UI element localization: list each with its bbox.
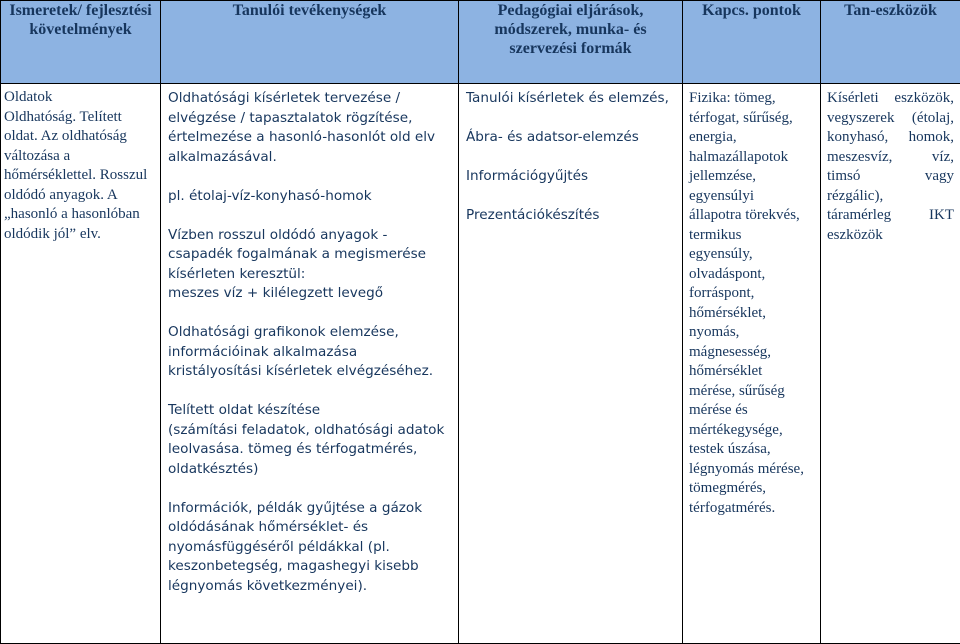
connection-line: halmazállapotok [689, 148, 815, 168]
connection-line: térfogat, sűrűség, [689, 109, 815, 129]
activity-line: keszonbetegség, magashegyi kisebb [168, 557, 453, 577]
paragraph-gap [168, 479, 453, 499]
method-line: Ábra- és adatsor-elemzés [466, 128, 677, 148]
activity-line: Információk, példák gyűjtése a gázok [168, 499, 453, 519]
method-line: Tanulói kísérletek és elemzés, [466, 89, 677, 109]
connection-line: termikus [689, 226, 815, 246]
paragraph-gap [168, 167, 453, 187]
connections-cell [683, 84, 821, 644]
student-activities-cell [161, 84, 459, 644]
activity-line: (számítási feladatok, oldhatósági adatok [168, 421, 453, 441]
activity-line: csapadék fogalmának a megismerése [168, 245, 453, 265]
connection-line: Fizika: tömeg, [689, 89, 815, 109]
activity-line: meszes víz + kilélegzett levegő [168, 284, 453, 304]
activity-line: kristályosítási kísérletek elvégzéséhez. [168, 362, 453, 382]
connection-line: tömegmérés, [689, 479, 815, 499]
connection-line: forráspont, [689, 284, 815, 304]
connection-line: egyensúly, [689, 245, 815, 265]
connection-line: légnyomás mérése, [689, 460, 815, 480]
header-connections [683, 1, 821, 84]
activity-line: Oldhatósági kísérletek tervezése / [168, 89, 453, 109]
header-tools [821, 1, 960, 84]
table-row [1, 84, 960, 644]
method-line: Információgyűjtés [466, 167, 677, 187]
activity-line: leolvasása. tömeg és térfogatmérés, [168, 440, 453, 460]
activity-line: oldatkésztés) [168, 460, 453, 480]
connection-line: mértékegysége, [689, 421, 815, 441]
tools-cell [821, 84, 960, 644]
connection-line: térfogatmérés. [689, 499, 815, 519]
knowledge-line: „hasonló a hasonlóban [4, 205, 155, 225]
table-header-row [1, 1, 960, 84]
knowledge-line: változása a [4, 147, 155, 167]
knowledge-line: oldat. Az oldhatóság [4, 127, 155, 147]
methods-text [459, 84, 682, 226]
header-methods-line-3: szervezési formák [459, 39, 682, 58]
header-methods-line-2: módszerek, munka- és [459, 20, 682, 39]
activity-line: információinak alkalmazása [168, 343, 453, 363]
tool-line: timsó vagy [827, 167, 954, 187]
activity-line: alkalmazásával. [168, 148, 453, 168]
paragraph-gap [168, 382, 453, 402]
paragraph-gap [466, 109, 677, 129]
paragraph-gap [168, 206, 453, 226]
header-knowledge-line-1: Ismeretek/ fejlesztési [1, 1, 160, 20]
tool-line: eszközök [827, 226, 954, 246]
knowledge-line: Oldhatóság. Telített [4, 108, 155, 128]
connection-line: egyensúlyi [689, 187, 815, 207]
activity-line: pl. étolaj-víz-konyhasó-homok [168, 187, 453, 207]
knowledge-text [1, 84, 160, 244]
tool-line: Kísérleti eszközök, [827, 89, 954, 109]
knowledge-cell [1, 84, 161, 644]
knowledge-line: oldódik jól” elv. [4, 225, 155, 245]
connection-line: energia, [689, 128, 815, 148]
activity-line: légnyomás következményei). [168, 577, 453, 597]
tools-text [821, 84, 960, 245]
header-methods [459, 1, 683, 84]
header-student-activities-line-1: Tanulói tevékenységek [161, 1, 458, 20]
header-connections-line-1: Kapcs. pontok [683, 1, 820, 20]
activity-line: Vízben rosszul oldódó anyagok - [168, 226, 453, 246]
connection-line: állapotra törekvés, [689, 206, 815, 226]
tool-line: vegyszerek (étolaj, [827, 109, 954, 129]
knowledge-line: hőmérséklettel. Rosszul [4, 166, 155, 186]
knowledge-line: Oldatok [4, 88, 155, 108]
connection-line: jellemzése, [689, 167, 815, 187]
activity-line: Telített oldat készítése [168, 401, 453, 421]
tool-line: meszesvíz, víz, [827, 148, 954, 168]
activity-line: kísérleten keresztül: [168, 265, 453, 285]
header-knowledge-line-2: követelmények [1, 20, 160, 39]
connection-line: nyomás, [689, 323, 815, 343]
header-methods-line-1: Pedagógiai eljárások, [459, 1, 682, 20]
connection-line: olvadáspont, [689, 265, 815, 285]
connections-text [683, 84, 820, 518]
tool-line: konyhasó, homok, [827, 128, 954, 148]
connection-line: hőmérséklet [689, 362, 815, 382]
connection-line: mérése és [689, 401, 815, 421]
paragraph-gap [466, 187, 677, 207]
connection-line: testek úszása, [689, 440, 815, 460]
activity-line: értelmezése a hasonló-hasonlót old elv [168, 128, 453, 148]
tool-line: rézgálic), [827, 187, 954, 207]
header-knowledge [1, 1, 161, 84]
connection-line: mágnesesség, [689, 343, 815, 363]
knowledge-line: oldódó anyagok. A [4, 186, 155, 206]
header-tools-line-1: Tan-eszközök [821, 1, 960, 20]
header-student-activities [161, 1, 459, 84]
connection-line: hőmérséklet, [689, 304, 815, 324]
activity-line: oldódásának hőmérséklet- és [168, 518, 453, 538]
methods-cell [459, 84, 683, 644]
paragraph-gap [168, 304, 453, 324]
student-activities-text [161, 84, 458, 596]
paragraph-gap [466, 148, 677, 168]
method-line: Prezentációkészítés [466, 206, 677, 226]
connection-line: mérése, sűrűség [689, 382, 815, 402]
tool-line: táramérleg IKT [827, 206, 954, 226]
activity-line: nyomásfüggéséről példákkal (pl. [168, 538, 453, 558]
activity-line: elvégzése / tapasztalatok rögzítése, [168, 109, 453, 129]
activity-line: Oldhatósági grafikonok elemzése, [168, 323, 453, 343]
